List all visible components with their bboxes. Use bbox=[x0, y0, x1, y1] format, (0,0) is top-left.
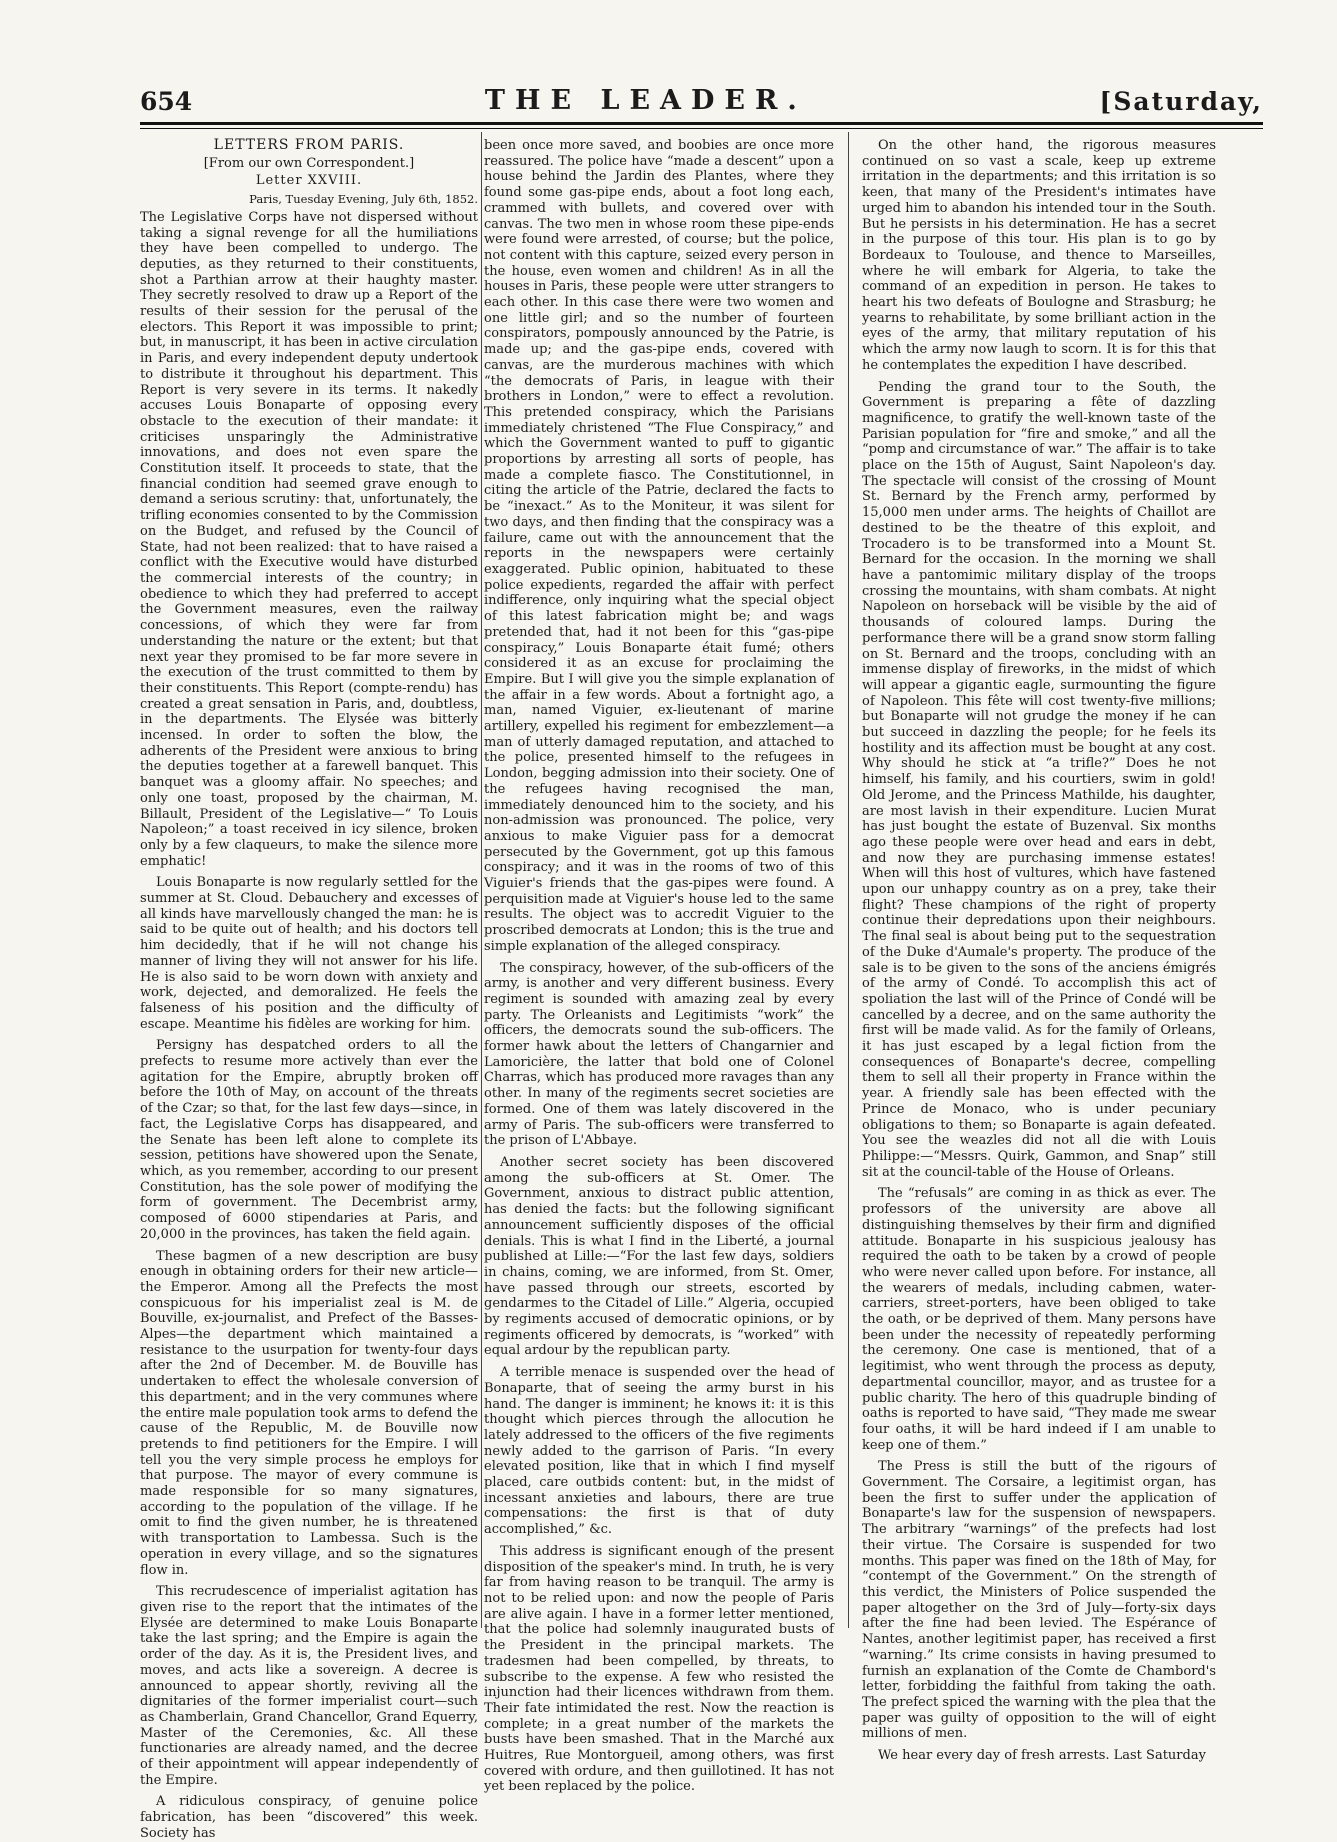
paragraph: The Press is still the butt of the rigours of Government. The Corsaire, a legitimist organ, has been the first to suffer under the application of Bonaparte's law for the suspension of newspapers. The arbitrary “warnings” of the prefects had lost their virtue. The Corsaire is suspended for two months. This paper was fined on the 18th of May, for “contempt of the Government.” On the strength of this verdict, the Ministers of Police suspended the paper altogether on the 3rd of July—forty-six days after the fine had been levied. The Espérance of Nantes, another legitimist paper, has received a first “warning.” Its crime consists in having presumed to furnish an explanation of the Comte de Chambord's letter, forbidding the faithful from taking the oath. The prefect spiced the warning with the plea that the paper was guilty of opposition to the will of eight millions of men. bbox=[862, 1459, 1216, 1742]
header-rule bbox=[140, 122, 1263, 129]
paragraph: We hear every day of fresh arrests. Last Saturday bbox=[878, 1748, 1206, 1764]
paragraph: Persigny has despatched orders to all the prefects to resume more actively than ever the agitation for the Empire, abruptly broken off before the 10th of May, on account of the threats of the Czar; so that, for the last few days—since, in fact, the Legislative Corps has disappeared, and the Senate has been left alone to complete its session, petitions have showered upon the Senate, which, as you remember, according to our present Constitution, has the sole power of modifying the form of government. The Decembrist army, composed of 6000 stipendaries at Paris, and 20,000 in the provinces, has taken the field again. bbox=[140, 1038, 478, 1242]
issue-day: [Saturday, bbox=[1099, 87, 1263, 116]
letter-number: Letter XXVIII. bbox=[255, 173, 363, 189]
paragraph: This recrudescence of imperialist agitation has given rise to the report that the intimates of the Elysée are determined to make Louis Bonaparte take the last spring; and the Empire is again the order of the day. As it is, the President lives, and moves, and acts like a sovereign. A decree is announced to appear shortly, reviving all the dignitaries of the former imperialist court—such as Chamberlain, Grand Chancellor, Grand Equerry, Master of the Ceremonies, &c. All these functionaries are already named, and the decree of their appointment will appear independently of the Empire. bbox=[140, 1584, 478, 1788]
paragraph: A terrible menace is suspended over the head of Bonaparte, that of seeing the army burst in his hand. The danger is imminent; he knows it: it is this thought which pierces through the allocution he lately addressed to the officers of the five regiments newly added to the garrison of Paris. “In every elevated position, like that in which I find myself placed, care outbids content: but, in the midst of incessant anxieties and labours, there are true compensations: the first is that of duty accomplished,” &c. bbox=[484, 1365, 834, 1538]
masthead-title: THE LEADER. bbox=[484, 85, 807, 116]
paragraph: The conspiracy, however, of the sub-officers of the army, is another and very different business. Every regiment is sounded with amazing zeal by every party. The Orleanists and Legitimists “work” the officers, the democrats sound the sub-officers. The former hawk about the letters of Changarnier and Lamoricière, the latter that bold one of Colonel Charras, which has produced more ravages than any other. In many of the regiments secret societies are formed. One of them was lately discovered in the army of Paris. The sub-officers were transferred to the prison of L'Abbaye. bbox=[484, 960, 834, 1149]
column-3 bbox=[862, 138, 1216, 1764]
column-1 bbox=[140, 137, 478, 1841]
paragraph: The “refusals” are coming in as thick as ever. The professors of the university are above all distinguishing themselves by their firm and dignified attitude. Bonaparte in his suspicious jealousy has required the oath to be taken by a crowd of people who were never called upon before. For instance, all the wearers of medals, including cabmen, water-carriers, street-porters, have been obliged to take the oath, or be deprived of them. Many persons have been under the necessity of repeatedly performing the ceremony. One case is mentioned, that of a legitimist, who went through the process as deputy, departmental councillor, mayor, and as trustee for a public charity. The hero of this quadruple binding of oaths is reported to have said, “They made me swear four oaths, it will be hard indeed if I am unable to keep one of them.” bbox=[862, 1186, 1216, 1453]
page-header bbox=[140, 82, 1263, 116]
column-divider bbox=[848, 132, 849, 1628]
column-2 bbox=[484, 138, 834, 1795]
article-title: LETTERS FROM PARIS. bbox=[213, 137, 405, 153]
paragraph: On the other hand, the rigorous measures continued on so vast a scale, keep up extreme irritation in the departments; and this irritation is so keen, that many of the President's intimates have urged him to abandon his intended tour in the South. But he persists in his determination. He has a secret in the purpose of this tour. His plan is to go by Bordeaux to Toulouse, and thence to Marseilles, where he will embark for Algeria, to take the command of an expedition in person. He takes to heart his two defeats of Boulogne and Strasburg; he yearns to rehabilitate, by some brilliant action in the eyes of the army, that military reputation of his which the army now laugh to scorn. It is for this that he contemplates the expedition I have described. bbox=[862, 138, 1216, 373]
paragraph: Louis Bonaparte is now regularly settled for the summer at St. Cloud. Debauchery and excesses of all kinds have marvellously changed the man: he is said to be quite out of health; and his doctors tell him decidedly, that if he will not change his manner of living they will not answer for his life. He is also said to be worn down with anxiety and work, dejected, and demoralized. He feels the falseness of his position and the difficulty of escape. Meantime his fidèles are working for him. bbox=[140, 875, 478, 1032]
article-subtitle: [From our own Correspondent.] bbox=[203, 155, 415, 171]
paragraph: been once more saved, and boobies are once more reassured. The police have “made a descent” upon a house behind the Jardin des Plantes, where they found some gas-pipe ends, about a foot long each, crammed with bullets, and covered over with canvas. The two men in whose room these pipe-ends were found were arrested, of course; but the police, not content with this capture, seized every person in the house, even women and children! As in all the houses in Paris, these people were utter strangers to each other. In this case there were two women and one little girl; and so the number of fourteen conspirators, pompously announced by the Patrie, is made up; and the gas-pipe ends, covered with canvas, are the murderous machines with which “the democrats of Paris, in league with their brothers in London,” were to effect a revolution. This pretended conspiracy, which the Parisians immediately christened “The Flue Conspiracy,” and which the Government wanted to puff to gigantic proportions by arresting all sorts of people, has made a complete fiasco. The Constitutionnel, in citing the article of the Patrie, declared the facts to be “inexact.” As to the Moniteur, it was silent for two days, and then finding that the conspiracy was a failure, came out with the announcement that the reports in the newspapers were certainly exaggerated. Public opinion, habituated to these police expedients, regarded the affair with perfect indifference, only inquiring what the special object of this latest fabrication might be; and wags pretended that, had it not been for this “gas-pipe conspiracy,” Louis Bonaparte était fumé; others considered it as an excuse for proclaiming the Empire. But I will give you the simple explanation of the affair in a few words. About a fortnight ago, a man, named Viguier, ex-lieutenant of marine artillery, expelled his regiment for embezzlement—a man of utterly damaged reputation, and attached to the police, presented himself to the refugees in London, begging admission into their society. One of the refugees having recognised the man, immediately denounced him to the society, and his non-admission was pronounced. The police, very anxious to make Viguier pass for a democrat persecuted by the Government, got up this famous conspiracy; and it was in the rooms of two of this Viguier's friends that the gas-pipes were found. A perquisition made at Viguier's house led to the same results. The object was to accredit Viguier to the proscribed democrats at London; this is the true and simple explanation of the alleged conspiracy. bbox=[484, 138, 834, 954]
paragraph: Pending the grand tour to the South, the Government is preparing a fête of dazzling magnificence, to gratify the well-known taste of the Parisian population for “fire and smoke,” and all the “pomp and circumstance of war.” The affair is to take place on the 15th of August, Saint Napoleon's day. The spectacle will consist of the crossing of Mount St. Bernard by the French army, performed by 15,000 men under arms. The heights of Chaillot are destined to be the theatre of this exploit, and Trocadero is to be transformed into a Mount St. Bernard for the occasion. In the morning we shall have a pantomimic military display of the troops crossing the mountains, with sham combats. At night Napoleon on horseback will be visible by the aid of thousands of coloured lamps. During the performance there will be a grand snow storm falling on St. Bernard and the troops, concluding with an immense display of fireworks, in the midst of which will appear a gigantic eagle, surmounting the figure of Napoleon. This fête will cost twenty-five millions; but Bonaparte will not grudge the money if he can but succeed in dazzling the people; for he feels its hostility and its affection must be bought at any cost. Why should he stick at “a trifle?” Does he not himself, his family, and his courtiers, swim in gold! Old Jerome, and the Princess Mathilde, his daughter, are most lavish in their expenditure. Lucien Murat has just bought the estate of Buzenval. Six months ago these people were over head and ears in debt, and now they are purchasing immense estates! When will this host of vultures, which have fastened upon our unhappy country as on a prey, take their flight? These champions of the right of property continue their depredations upon their neighbours. The final seal is about being put to the sequestration of the Duke d'Aumale's property. The produce of the sale is to be given to the sons of the anciens émigrés of the army of Condé. To accomplish this act of spoliation the last will of the Prince of Condé will be cancelled by a decree, and on the same authority the first will be made valid. As for the family of Orleans, it has just escaped by a legal fiction from the consequences of Bonaparte's decree, compelling them to sell all their property in France within the year. A friendly sale has been effected with the Prince de Monaco, who is under pecuniary obligations to them; so Bonaparte is again defeated. You see the weazles did not all die with Louis Philippe:—“Messrs. Quirk, Gammon, and Snap” still sit at the council-table of the House of Orleans. bbox=[862, 379, 1216, 1180]
paragraph: This address is significant enough of the present disposition of the speaker's mind. In truth, he is very far from having reason to be tranquil. The army is not to be relied upon: and now the people of Paris are alive again. I have in a former letter mentioned, that the police had solemnly inaugurated busts of the President in the principal markets. The tradesmen had been compelled, by threats, to subscribe to the expense. A few who resisted the injunction had their licences withdrawn from them. Their fate intimidated the rest. Now the reaction is complete; in a great number of the markets the busts have been smashed. That in the Marché aux Huitres, Rue Montorgueil, among others, was first covered with ordure, and then guillotined. It has not yet been replaced by the police. bbox=[484, 1543, 834, 1795]
dateline: Paris, Tuesday Evening, July 6th, 1852. bbox=[249, 192, 478, 207]
column-divider bbox=[481, 132, 482, 1628]
paragraph: The Legislative Corps have not dispersed without taking a signal revenge for all the humiliations they have been compelled to undergo. The deputies, as they returned to their constituents, shot a Parthian arrow at their haughty master. They secretly resolved to draw up a Report of the results of their session for the perusal of the electors. This Report it was impossible to print; but, in manuscript, it has been in active circulation in Paris, and every independent deputy undertook to distribute it throughout his department. This Report is very severe in its terms. It nakedly accuses Louis Bonaparte of opposing every obstacle to the execution of their mandate: it criticises unsparingly the Administrative innovations, and does not even spare the Constitution itself. It proceeds to state, that the financial condition had seemed grave enough to demand a serious scrutiny: that, unfortunately, the trifling economies consented to by the Commission on the Budget, and refused by the Council of State, had not been realized: that to have raised a conflict with the Executive would have disturbed the commercial interests of the country; in obedience to which they had preferred to accept the Government measures, even the railway concessions, of which they were far from understanding the nature or the extent; but that next year they promised to be far more severe in the execution of the trust committed to them by their constituents. This Report (compte-rendu) has created a great sensation in Paris, and, doubtless, in the departments. The Elysée was bitterly incensed. In order to soften the blow, the adherents of the President were anxious to bring the deputies together at a farewell banquet. This banquet was a gloomy affair. No speeches; and only one toast, proposed by the chairman, M. Billault, President of the Legislative—“ To Louis Napoleon;” a toast received in icy silence, broken only by a few claqueurs, to make the silence more emphatic! bbox=[140, 209, 478, 869]
paragraph: Another secret society has been discovered among the sub-officers at St. Omer. The Government, anxious to distract public attention, has denied the facts: but the following significant announcement sufficiently disposes of the official denials. This is what I find in the Liberté, a journal published at Lille:—“For the last few days, soldiers in chains, coming, we are informed, from St. Omer, have passed through our streets, escorted by gendarmes to the Citadel of Lille.” Algeria, occupied by regiments accused of democratic opinions, or by regiments officered by democrats, is “worked” with equal ardour by the republican party. bbox=[484, 1155, 834, 1359]
paragraph: A ridiculous conspiracy, of genuine police fabrication, has been “discovered” this week. Society has bbox=[140, 1794, 478, 1841]
paragraph: These bagmen of a new description are busy enough in obtaining orders for their new article—the Emperor. Among all the Prefects the most conspicuous for his imperialist zeal is M. de Bouville, ex-journalist, and Prefect of the Basses-Alpes—the department which maintained a resistance to the usurpation for twenty-four days after the 2nd of December. M. de Bouville has undertaken to effect the wholesale conversion of this department; and in the very communes where the entire male population took arms to defend the cause of the Republic, M. de Bouville now pretends to find petitioners for the Empire. I will tell you the very simple process he employs for that purpose. The mayor of every commune is made responsible for so many signatures, according to the population of the village. If he omit to find the given number, he is threatened with transportation to Lambessa. Such is the operation in every village, and so the signatures flow in. bbox=[140, 1248, 478, 1578]
page-number: 654 bbox=[140, 87, 193, 116]
